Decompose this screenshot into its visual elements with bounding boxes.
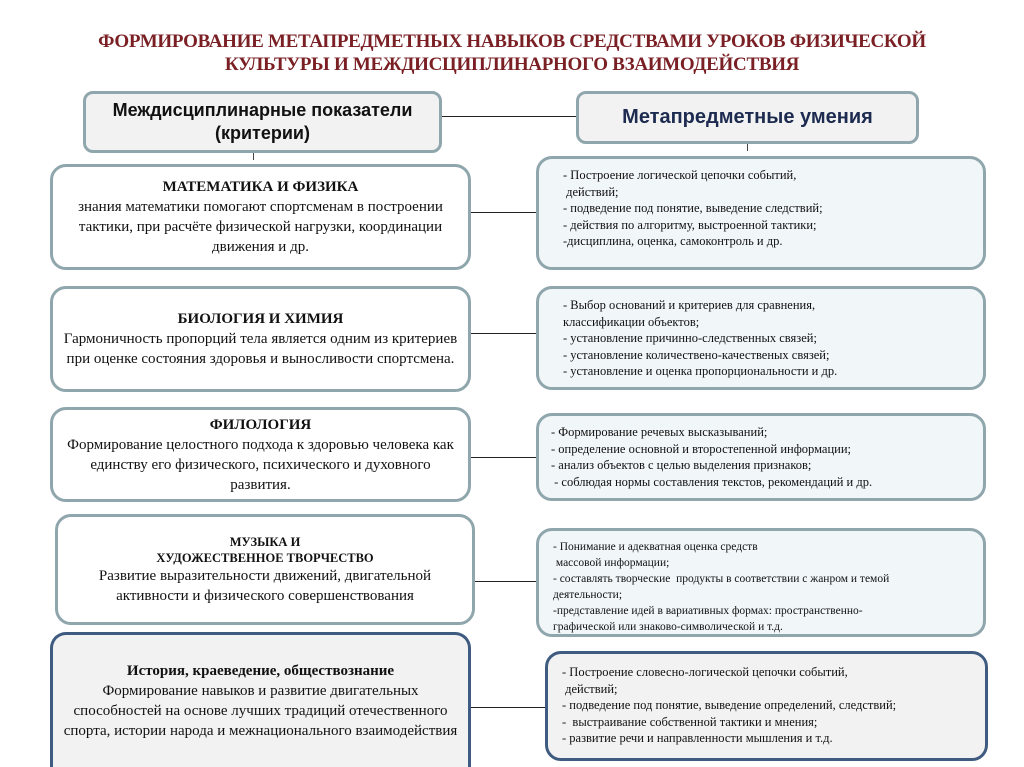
header-left-label: Междисциплинарные показатели (критерии)	[112, 100, 413, 143]
skills-box-biology-chemistry	[536, 286, 986, 390]
skill-item: - Построение словесно-логической цепочки событий,	[562, 665, 848, 679]
skill-item: действий;	[562, 681, 618, 696]
skill-item: - Выбор оснований и критериев для сравнения,	[563, 298, 816, 312]
subject-title: ХУДОЖЕСТВЕННОЕ ТВОРЧЕСТВО	[156, 550, 374, 565]
header-left-tick	[253, 153, 254, 160]
subject-box-math-physics	[50, 164, 471, 270]
skill-item: - выстраивание собственной тактики и мнения;	[562, 714, 818, 729]
subject-title: История, краеведение, обществознание	[126, 663, 395, 679]
skill-item: массовой информации;	[553, 557, 670, 569]
subject-title: МУЗЫКА И	[229, 534, 301, 549]
subject-box-history	[50, 632, 471, 767]
subject-description: Развитие выразительности движений, двигательной активности и физического совершенствования	[98, 567, 432, 604]
header-metasubject-skills	[576, 91, 919, 144]
skills-box-math-physics	[536, 156, 986, 270]
subject-description: знания математики помогают спортсменам в построении тактики, при расчёте физической нагрузки, координации движения и др.	[78, 199, 443, 255]
skill-item: классификации объектов;	[563, 314, 700, 329]
row-connector	[471, 707, 546, 708]
row-connector	[471, 212, 536, 213]
skill-item: - подведение под понятие, выведение определений, следствий;	[562, 698, 897, 712]
subject-title: ФИЛОЛОГИЯ	[209, 416, 312, 433]
skill-item: - действия по алгоритму, выстроенной тактики;	[563, 217, 817, 232]
row-connector	[471, 457, 536, 458]
title-line-2: КУЛЬТУРЫ И МЕЖДИСЦИПЛИНАРНОГО ВЗАИМОДЕЙСТВИЯ	[224, 54, 800, 75]
skills-box-music-art	[536, 528, 986, 637]
skill-item: - Понимание и адекватная оценка средств	[553, 541, 758, 553]
skill-item: - установление причинно-следственных связей;	[563, 331, 817, 345]
title-line-1: ФОРМИРОВАНИЕ МЕТАПРЕДМЕТНЫХ НАВЫКОВ СРЕДСТВАМИ УРОКОВ ФИЗИЧЕСКОЙ	[98, 31, 926, 52]
header-right-tick	[747, 144, 748, 151]
subject-box-biology-chemistry	[50, 286, 471, 392]
skill-item: -представление идей в вариативных формах: пространственно-	[553, 605, 863, 617]
header-interdisciplinary-criteria	[83, 91, 442, 153]
skill-item: - установление и оценка пропорциональности и др.	[563, 364, 838, 378]
skill-item: деятельности;	[553, 589, 623, 601]
skill-item: - составлять творческие продукты в соответствии с жанром и темой	[553, 573, 890, 585]
skill-item: действий;	[563, 184, 619, 199]
subject-description: Формирование целостного подхода к здоровью человека как единству его физического, психического и духовного развития.	[67, 436, 454, 493]
row-connector	[471, 333, 536, 334]
page-title	[0, 30, 1024, 76]
skills-box-history	[545, 651, 988, 761]
skill-item: - установление количествено-качественых связей;	[563, 347, 830, 362]
subject-description: Гармоничность пропорций тела является одним из критериев при оценке состояния здоровья и выносливости спортсмена.	[63, 331, 458, 367]
subject-box-music-art	[55, 514, 475, 625]
header-right-label: Метапредметные умения	[622, 106, 873, 128]
skill-item: - соблюдая нормы составления текстов, рекомендаций и др.	[551, 474, 873, 489]
skills-box-philology	[536, 413, 986, 501]
skill-item: графической или знаково-символической и т.д.	[553, 621, 783, 633]
skill-item: -дисциплина, оценка, самоконтроль и др.	[563, 234, 783, 248]
row-connector	[475, 581, 536, 582]
skill-item: - Формирование речевых высказываний;	[551, 425, 768, 439]
subject-box-philology	[50, 407, 471, 502]
subject-title: БИОЛОГИЯ И ХИМИЯ	[177, 311, 344, 327]
header-connector	[442, 116, 576, 117]
subject-title: МАТЕМАТИКА И ФИЗИКА	[162, 179, 359, 195]
skill-item: - определение основной и второстепенной информации;	[551, 441, 852, 456]
subject-description: Формирование навыков и развитие двигательных способностей на основе лучших традиций отечественного спорта, истории народа и межнационального взаимодействия	[63, 683, 458, 739]
skill-item: - развитие речи и направленности мышления и т.д.	[562, 731, 833, 745]
skill-item: - Построение логической цепочки событий,	[563, 168, 797, 182]
skill-item: - подведение под понятие, выведение следствий;	[563, 201, 823, 215]
skill-item: - анализ объектов с целью выделения признаков;	[551, 458, 812, 472]
